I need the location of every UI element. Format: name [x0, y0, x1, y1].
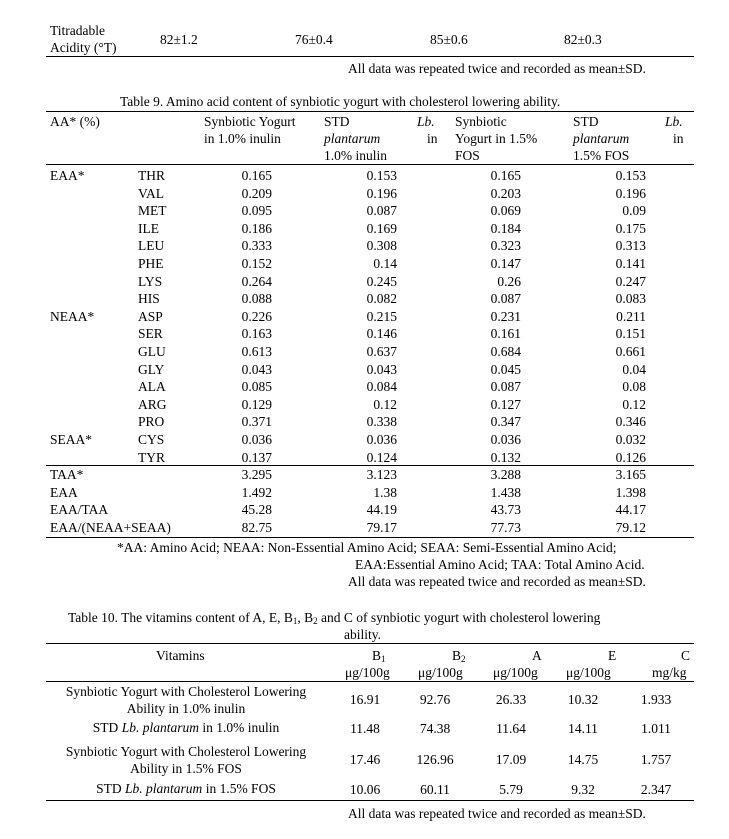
b2-header: $B_2$: [452, 648, 466, 664]
aa-value: 0.684: [490, 344, 521, 359]
vitamin-value: 14.75: [567, 752, 599, 767]
vitamin-value: 2.347: [640, 782, 672, 797]
aa-value: 0.04: [622, 361, 646, 377]
col2-header-2: plantarum: [324, 131, 381, 146]
vitamin-value: 10.32: [567, 692, 599, 707]
table9-top-rule: [46, 111, 694, 112]
aa-value: 0.231: [490, 308, 521, 324]
table9-header-rule: [46, 164, 694, 165]
aa-value: 0.186: [241, 220, 272, 236]
aa-value: 0.211: [616, 308, 646, 324]
aa-name: CYS: [138, 432, 165, 447]
top-value-4: 82±0.3: [564, 32, 602, 47]
top-rule: [46, 56, 694, 57]
table10-caption-1: Table 10. The vitamins content of A, E, $B_1$, $B_2$ and C of synbiotic yogurt with cholesterol lowering: [68, 610, 601, 626]
aa-value: 0.313: [615, 238, 646, 254]
group-label-neaa: NEAA*: [50, 309, 95, 324]
aa-value: 0.036: [366, 432, 397, 447]
titradable-label-2: Acidity (°T): [50, 40, 117, 55]
summary-value: 1.492: [241, 484, 272, 500]
aa-name: ALA: [138, 379, 166, 395]
aa-name: THR: [138, 168, 165, 183]
vitamin-value: 17.09: [495, 752, 527, 767]
aa-value: 0.087: [490, 379, 521, 395]
aa-value: 0.127: [490, 396, 521, 412]
aa-value: 0.338: [366, 414, 397, 430]
aa-value: 0.347: [490, 414, 521, 430]
aa-value: 0.175: [615, 220, 646, 236]
summary-value: 45.28: [241, 502, 272, 517]
aa-name: PRO: [138, 414, 165, 430]
summary-value: 3.295: [241, 467, 272, 482]
e-header: E: [608, 648, 617, 663]
b2-unit: μg/100g: [418, 665, 463, 680]
vit-row-2-label: STD Lb. plantarum in 1.0% inulin: [92, 720, 280, 735]
vit-row-4-label: STD Lb. plantarum in 1.5% FOS: [96, 781, 276, 796]
summary-value: 1.438: [490, 484, 521, 500]
aa-name: HIS: [138, 291, 160, 307]
aa-value: 0.045: [490, 361, 521, 377]
vitamin-value: 1.011: [641, 721, 671, 736]
vitamin-value: 16.91: [349, 692, 381, 707]
summary-value: 79.12: [615, 519, 646, 535]
summary-label: EAA/TAA: [50, 502, 109, 517]
vitamin-value: 92.76: [419, 692, 451, 707]
col2-header-lb: Lb.: [417, 114, 435, 129]
aa-value: 0.371: [241, 414, 272, 430]
c-header: C: [681, 648, 691, 663]
aa-name: PHE: [138, 256, 164, 271]
aa-col-header: AA* (%): [50, 114, 100, 129]
b1-header: $B_1$: [372, 648, 386, 664]
summary-value: 77.73: [490, 519, 521, 535]
aa-name: TYR: [138, 449, 165, 465]
aa-value: 0.129: [241, 396, 272, 412]
aa-value: 0.12: [373, 396, 397, 412]
vitamin-value: 9.32: [571, 782, 595, 797]
aa-value: 0.165: [241, 168, 272, 183]
col4-header-1: STD: [573, 114, 599, 129]
aa-value: 0.165: [490, 168, 521, 183]
table10-note: All data was repeated twice and recorded as mean±SD.: [348, 806, 646, 821]
summary-label: EAA/(NEAA+SEAA): [50, 519, 171, 535]
col4-header-3: 1.5% FOS: [573, 148, 630, 163]
summary-value: 82.75: [241, 519, 272, 535]
aa-value: 0.137: [241, 449, 272, 465]
summary-value: 1.38: [373, 484, 397, 500]
summary-value: 44.19: [366, 502, 397, 517]
group-label-eaa: EAA*: [50, 168, 85, 183]
table9-footnote-1: *AA: Amino Acid; NEAA: Non-Essential Amino Acid; SEAA: Semi-Essential Amino Acid;: [117, 540, 617, 555]
aa-value: 0.26: [497, 273, 521, 289]
aa-name: GLY: [138, 361, 165, 377]
aa-value: 0.088: [241, 291, 272, 307]
vitamin-value: 14.11: [568, 721, 598, 736]
summary-value: 43.73: [490, 502, 521, 517]
aa-value: 0.184: [490, 220, 521, 236]
col4-header-lb: Lb.: [665, 114, 683, 129]
aa-value: 0.247: [615, 273, 646, 289]
aa-value: 0.169: [366, 220, 397, 236]
vit-row-1-label-1: Synbiotic Yogurt with Cholesterol Lowering: [65, 684, 307, 699]
top-note: All data was repeated twice and recorded as mean±SD.: [348, 61, 646, 76]
summary-value: 3.165: [615, 467, 646, 482]
table10-caption-2: ability.: [344, 627, 381, 642]
aa-value: 0.09: [622, 203, 646, 219]
aa-value: 0.141: [615, 256, 646, 271]
vitamin-value: 17.46: [349, 752, 381, 767]
aa-value: 0.153: [615, 168, 646, 183]
aa-value: 0.161: [490, 326, 521, 342]
top-value-3: 85±0.6: [430, 32, 468, 47]
aa-value: 0.245: [366, 273, 397, 289]
table9-footnote-2: EAA:Essential Amino Acid; TAA: Total Amino Acid.: [355, 557, 645, 572]
a-unit: μg/100g: [493, 665, 538, 680]
col4-header-2: plantarum: [573, 131, 630, 146]
table9-caption: Table 9. Amino acid content of synbiotic yogurt with cholesterol lowering ability.: [120, 94, 561, 109]
vitamin-value: 11.64: [496, 721, 526, 736]
e-unit: μg/100g: [566, 665, 611, 680]
top-value-2: 76±0.4: [295, 32, 333, 47]
aa-value: 0.153: [366, 168, 397, 183]
col3-header-1: Synbiotic: [455, 114, 507, 129]
vitamin-value: 11.48: [350, 721, 380, 736]
col1-header-1: Synbiotic Yogurt: [204, 114, 296, 129]
summary-value: 44.17: [615, 502, 646, 517]
vitamin-value: 1.757: [640, 752, 672, 767]
col1-header-2: in 1.0% inulin: [204, 131, 281, 146]
vit-row-3-label-1: Synbiotic Yogurt with Cholesterol Lowering: [65, 744, 307, 759]
aa-value: 0.043: [366, 361, 397, 377]
aa-value: 0.147: [490, 256, 521, 271]
aa-value: 0.12: [622, 396, 646, 412]
titradable-label-1: Titradable: [50, 23, 105, 38]
vitamin-value: 1.933: [640, 692, 672, 707]
table10-top-rule: [46, 643, 694, 644]
aa-value: 0.082: [366, 291, 397, 307]
aa-value: 0.308: [366, 238, 397, 254]
aa-value: 0.087: [490, 291, 521, 307]
aa-value: 0.083: [615, 291, 646, 307]
aa-value: 0.333: [241, 238, 272, 254]
col3-header-2: Yogurt in 1.5%: [455, 131, 538, 146]
vitamin-value: 10.06: [349, 782, 381, 797]
vitamins-header: Vitamins: [156, 648, 205, 663]
col3-header-3: FOS: [455, 148, 480, 163]
aa-value: 0.323: [490, 238, 521, 254]
aa-value: 0.196: [366, 185, 397, 201]
aa-name: ILE: [138, 220, 159, 236]
aa-value: 0.043: [241, 361, 272, 377]
aa-value: 0.069: [490, 203, 521, 219]
table10-bottom-rule: [46, 800, 694, 801]
vit-row-1-label-2: Ability in 1.0% inulin: [126, 701, 246, 716]
aa-name: ASP: [138, 308, 163, 324]
aa-value: 0.163: [241, 326, 272, 342]
aa-value: 0.146: [366, 326, 397, 342]
summary-label: TAA*: [50, 467, 84, 482]
col4-header-in: in: [673, 131, 684, 146]
aa-value: 0.613: [241, 344, 272, 359]
aa-value: 0.095: [241, 203, 272, 219]
aa-value: 0.661: [615, 344, 646, 359]
vit-row-3-label-2: Ability in 1.5% FOS: [130, 761, 242, 776]
aa-value: 0.215: [366, 308, 397, 324]
aa-name: GLU: [138, 344, 166, 359]
group-label-seaa: SEAA*: [50, 432, 93, 447]
aa-value: 0.08: [622, 379, 646, 395]
table9-summary-rule: [46, 465, 694, 466]
table9-bottom-rule: [46, 537, 694, 538]
aa-value: 0.036: [241, 432, 272, 447]
summary-label: EAA: [50, 484, 78, 500]
aa-name: VAL: [138, 185, 165, 201]
aa-name: SER: [138, 326, 163, 342]
col2-header-3: 1.0% inulin: [324, 148, 387, 163]
aa-value: 0.126: [615, 449, 646, 465]
aa-name: LYS: [138, 273, 163, 289]
summary-value: 3.288: [490, 467, 521, 482]
top-value-1: 82±1.2: [160, 32, 198, 47]
col2-header-in: in: [427, 131, 438, 146]
aa-value: 0.087: [366, 203, 397, 219]
vitamin-value: 126.96: [416, 752, 454, 767]
summary-value: 3.123: [366, 467, 397, 482]
aa-value: 0.14: [373, 256, 397, 271]
vitamin-value: 5.79: [499, 782, 523, 797]
aa-name: MET: [138, 203, 167, 219]
aa-value: 0.151: [615, 326, 646, 342]
aa-value: 0.209: [241, 185, 272, 201]
vitamin-value: 26.33: [495, 692, 527, 707]
aa-value: 0.124: [366, 449, 397, 465]
aa-value: 0.203: [490, 185, 521, 201]
table10-header-rule: [46, 681, 694, 682]
col2-header-1: STD: [324, 114, 350, 129]
aa-value: 0.152: [241, 256, 272, 271]
vitamin-value: 60.11: [420, 782, 450, 797]
aa-value: 0.085: [241, 379, 272, 395]
table9-footnote-3: All data was repeated twice and recorded as mean±SD.: [348, 574, 646, 589]
aa-value: 0.032: [615, 432, 646, 447]
aa-value: 0.346: [615, 414, 646, 430]
vitamin-value: 74.38: [419, 721, 451, 736]
b1-unit: μg/100g: [345, 665, 390, 680]
aa-value: 0.226: [241, 308, 272, 324]
aa-name: LEU: [138, 238, 165, 254]
aa-name: ARG: [138, 396, 167, 412]
aa-value: 0.036: [490, 432, 521, 447]
a-header: A: [532, 648, 542, 663]
aa-value: 0.637: [366, 344, 397, 359]
summary-value: 1.398: [615, 484, 646, 500]
aa-value: 0.196: [615, 185, 646, 201]
aa-value: 0.264: [241, 273, 272, 289]
aa-value: 0.084: [366, 379, 397, 395]
aa-value: 0.132: [490, 449, 521, 465]
c-unit: mg/kg: [652, 665, 687, 680]
summary-value: 79.17: [366, 519, 397, 535]
